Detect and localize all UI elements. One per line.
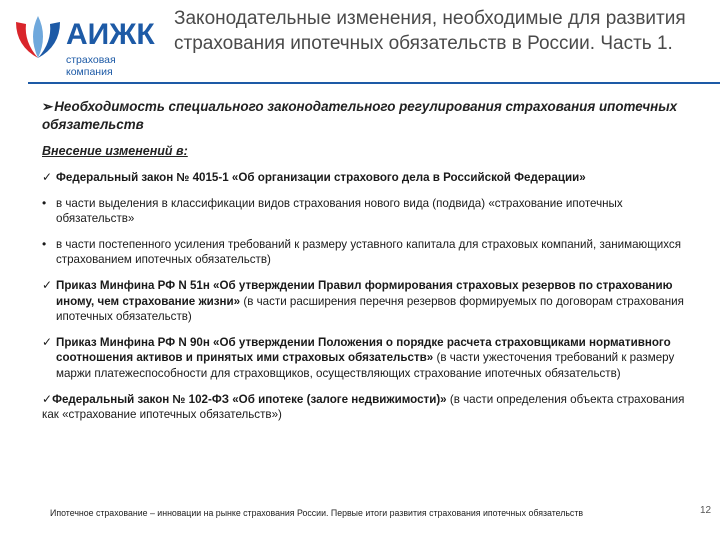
logo-emblem-icon <box>14 14 62 60</box>
checkmark-icon: ✓ <box>42 170 53 184</box>
slide-footer: Ипотечное страхование – инновации на рынке страхования России. Первые итоги развития страхования ипотечных обязательств <box>50 508 584 518</box>
checkmark-icon: ✓ <box>42 277 53 292</box>
item-text: (в части расширения перечня резервов формируемых по договорам страхования ипотечных обязательств) <box>56 294 684 324</box>
list-item <box>42 170 690 186</box>
list-item <box>42 335 690 382</box>
list-item <box>42 392 690 423</box>
intro-label: Внесение изменений в: <box>42 144 188 158</box>
checkmark-icon: ✓ <box>42 391 53 406</box>
list-item <box>42 237 690 268</box>
section-heading <box>42 98 702 134</box>
logo-subtitle: страховая компания <box>66 54 116 78</box>
slide-header <box>0 0 720 84</box>
item-strong-text: Приказ Минфина РФ N 51н «Об утверждении Правил формирования страховых резервов по страхованию иному, чем страхование жизни» <box>56 278 673 308</box>
list-item <box>42 196 690 227</box>
aizhk-logo <box>14 12 164 78</box>
bullet-icon: • <box>42 236 47 251</box>
item-text: в части постепенного усиления требований к размеру уставного капитала для страховых компаний, занимающихся страхованием ипотечных обязательств) <box>56 237 681 267</box>
item-strong-text: Приказ Минфина РФ N 90н «Об утверждении Положения о порядке расчета страховщиками нормативного соотношения активов и принятых ими страховых обязательств» <box>56 335 671 365</box>
section-heading-text: Необходимость специального законодательного регулирования страхования ипотечных обязательств <box>42 99 678 132</box>
bullet-icon: • <box>42 195 47 210</box>
item-list <box>42 170 690 433</box>
header-divider <box>28 82 720 84</box>
slide-title: Законодательные изменения, необходимые для развития страхования ипотечных обязательств в России. Часть 1. <box>174 8 686 54</box>
item-strong-text: Федеральный закон № 4015-1 «Об организации страхового дела в Российской Федерации» <box>56 171 586 184</box>
page-number: 12 <box>700 505 712 516</box>
logo-wordmark: АИЖК <box>66 18 155 51</box>
arrow-bullet-icon: ➢ <box>42 99 54 114</box>
list-item <box>42 278 690 325</box>
item-strong-text: Федеральный закон № 102-ФЗ «Об ипотеке (залоге недвижимости)» <box>52 392 447 406</box>
checkmark-icon: ✓ <box>42 334 53 349</box>
item-text: (в части ужесточения требований к размеру маржи платежеспособности для страховщиков, осуществляющих страхование ипотечных обязательств) <box>56 351 675 380</box>
item-text: (в части определения объекта страхования как «страхование ипотечных обязательств») <box>42 392 685 422</box>
item-text: в части выделения в классификации видов страхования нового вида (подвида) «страхование ипотечных обязательств» <box>56 196 623 226</box>
